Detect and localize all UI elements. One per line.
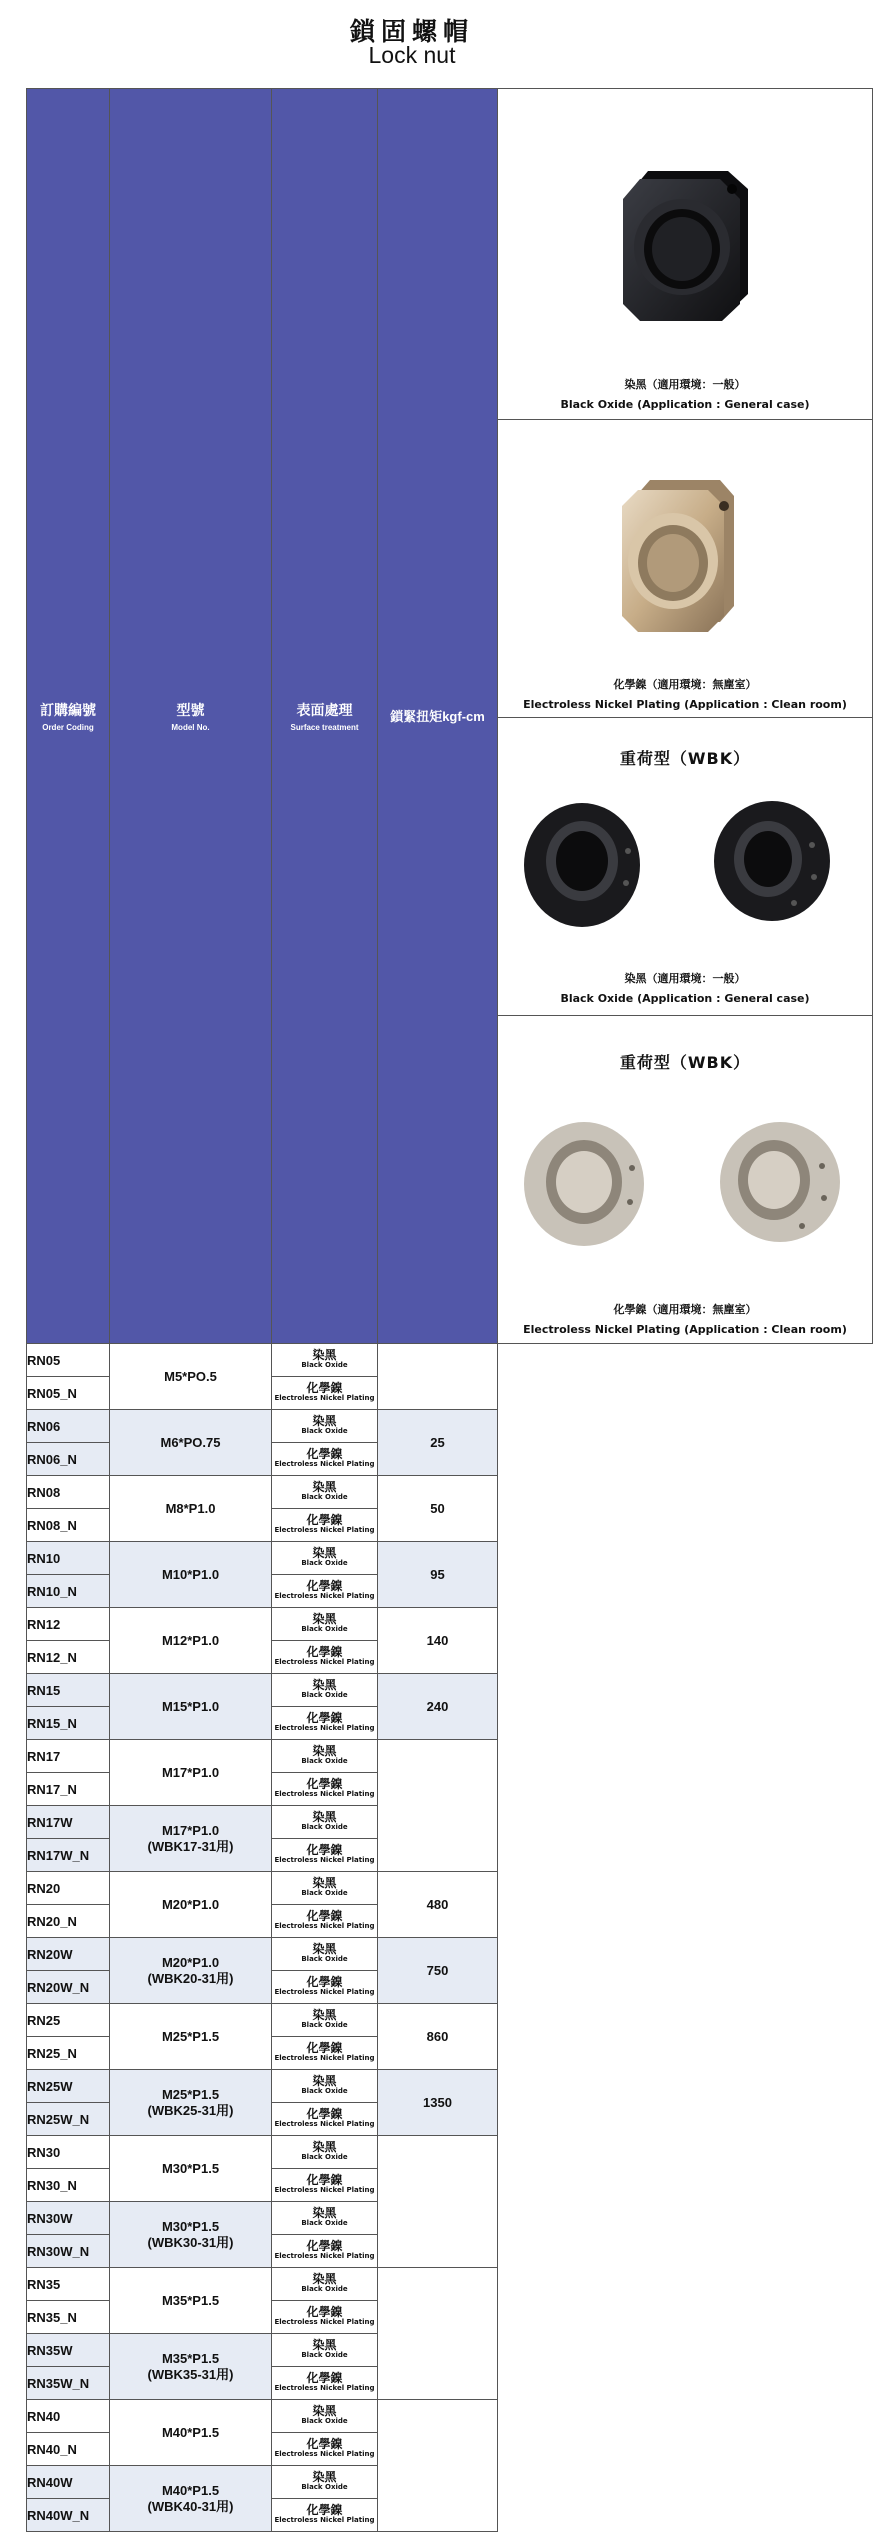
order-code-cell: RN05_N <box>27 1377 110 1410</box>
panel3-caption-en: Black Oxide (Application : General case) <box>560 992 810 1005</box>
model-number: M8*P1.0 <box>165 1500 216 1516</box>
order-code-cell: RN20W <box>27 1938 110 1971</box>
table-row <box>27 1476 873 1509</box>
surface-nickel: 化學鎳 Electroless Nickel Plating <box>272 2301 378 2334</box>
surface-nickel: 化學鎳 Electroless Nickel Plating <box>272 1641 378 1674</box>
surface-nickel: 化學鎳 Electroless Nickel Plating <box>272 2037 378 2070</box>
panel4-heading: 重荷型（WBK） <box>619 1053 751 1072</box>
order-code-cell: RN35W_N <box>27 2367 110 2400</box>
order-code-cell: RN40W <box>27 2466 110 2499</box>
order-code-cell: RN08_N <box>27 1509 110 1542</box>
model-cell <box>110 2268 272 2334</box>
table-row <box>27 1344 873 1377</box>
order-code-cell: RN10_N <box>27 1575 110 1608</box>
panel-nickel <box>498 420 872 718</box>
order-code-cell: RN25_N <box>27 2037 110 2070</box>
panel-heavy-black <box>498 718 872 1016</box>
order-code-cell: RN25W_N <box>27 2103 110 2136</box>
torque-cell: 140 <box>378 1608 498 1674</box>
table-row <box>27 2136 873 2169</box>
model-number: M12*P1.0 <box>161 1632 220 1648</box>
panel1-caption-zh: 染黑（適用環境：一般） <box>624 378 746 391</box>
model-number: M30*P1.5 <box>161 2160 220 2176</box>
table-row <box>27 1740 873 1773</box>
model-cell <box>110 2070 272 2136</box>
table-row <box>27 2070 873 2103</box>
model-number: M17*P1.0 <box>161 1822 220 1838</box>
surface-nickel: 化學鎳 Electroless Nickel Plating <box>272 2169 378 2202</box>
surface-black-oxide: 染黑 Black Oxide <box>272 1938 378 1971</box>
order-code-cell: RN30 <box>27 2136 110 2169</box>
model-cell <box>110 1476 272 1542</box>
model-number: M5*PO.5 <box>164 1368 217 1384</box>
surface-nickel: 化學鎳 Electroless Nickel Plating <box>272 1509 378 1542</box>
order-code-cell: RN05 <box>27 1344 110 1377</box>
order-code-cell: RN35W <box>27 2334 110 2367</box>
model-number: M30*P1.5 <box>161 2218 220 2234</box>
model-cell <box>110 2202 272 2268</box>
header-torque: 鎖緊扭矩kgf-cm <box>378 89 498 1344</box>
model-number: M15*P1.0 <box>161 1698 220 1714</box>
order-code-cell: RN30W <box>27 2202 110 2235</box>
model-number: M6*PO.75 <box>160 1434 221 1450</box>
surface-nickel: 化學鎳 Electroless Nickel Plating <box>272 2367 378 2400</box>
model-number: M17*P1.0 <box>161 1764 220 1780</box>
order-code-cell: RN17W_N <box>27 1839 110 1872</box>
surface-nickel: 化學鎳 Electroless Nickel Plating <box>272 1377 378 1410</box>
model-application: (WBK30-31用) <box>147 2234 234 2250</box>
table-row <box>27 2268 873 2301</box>
header-order-coding: 訂購編號 Order Coding <box>27 89 110 1344</box>
panel4-caption-zh: 化學鎳（適用環境：無塵室） <box>613 1303 757 1316</box>
surface-black-oxide: 染黑 Black Oxide <box>272 1410 378 1443</box>
torque-cell: 750 <box>378 1938 498 2004</box>
model-cell <box>110 1872 272 1938</box>
model-cell <box>110 1410 272 1476</box>
model-number: M35*P1.5 <box>161 2350 220 2366</box>
surface-black-oxide: 染黑 Black Oxide <box>272 2004 378 2037</box>
model-application: (WBK35-31用) <box>147 2366 234 2382</box>
order-code-cell: RN12 <box>27 1608 110 1641</box>
torque-cell <box>378 1344 498 1410</box>
lock-nut-spec-table <box>26 88 873 2532</box>
torque-cell <box>378 1740 498 1872</box>
round-lock-nut-nickel-image <box>498 1106 871 1256</box>
panel2-caption-en: Electroless Nickel Plating (Application : Clean room) <box>523 698 847 711</box>
order-code-cell: RN40 <box>27 2400 110 2433</box>
surface-black-oxide: 染黑 Black Oxide <box>272 1542 378 1575</box>
panel-black-oxide <box>498 89 872 420</box>
order-code-cell: RN15_N <box>27 1707 110 1740</box>
order-code-cell: RN25 <box>27 2004 110 2037</box>
panel3-caption-zh: 染黑（適用環境：一般） <box>624 972 746 985</box>
order-code-cell: RN40W_N <box>27 2499 110 2532</box>
surface-black-oxide: 染黑 Black Oxide <box>272 2136 378 2169</box>
torque-cell <box>378 2136 498 2268</box>
model-cell <box>110 1938 272 2004</box>
table-row <box>27 1674 873 1707</box>
model-cell <box>110 2466 272 2532</box>
model-cell <box>110 2334 272 2400</box>
surface-nickel: 化學鎳 Electroless Nickel Plating <box>272 1905 378 1938</box>
surface-nickel: 化學鎳 Electroless Nickel Plating <box>272 2499 378 2532</box>
torque-cell: 1350 <box>378 2070 498 2136</box>
surface-nickel: 化學鎳 Electroless Nickel Plating <box>272 1575 378 1608</box>
surface-black-oxide: 染黑 Black Oxide <box>272 2400 378 2433</box>
page-title-zh: 鎖固螺帽 <box>349 17 474 46</box>
model-cell <box>110 1608 272 1674</box>
model-application: (WBK20-31用) <box>147 1970 234 1986</box>
order-code-cell: RN20W_N <box>27 1971 110 2004</box>
surface-nickel: 化學鎳 Electroless Nickel Plating <box>272 2433 378 2466</box>
model-number: M40*P1.5 <box>161 2424 220 2440</box>
panel4-caption-en: Electroless Nickel Plating (Application : Clean room) <box>523 1323 847 1336</box>
order-code-cell: RN20_N <box>27 1905 110 1938</box>
surface-black-oxide: 染黑 Black Oxide <box>272 1674 378 1707</box>
torque-cell: 25 <box>378 1410 498 1476</box>
surface-black-oxide: 染黑 Black Oxide <box>272 1476 378 1509</box>
order-code-cell: RN06 <box>27 1410 110 1443</box>
order-code-cell: RN30_N <box>27 2169 110 2202</box>
square-lock-nut-nickel-image <box>498 420 871 660</box>
table-row <box>27 1608 873 1641</box>
surface-black-oxide: 染黑 Black Oxide <box>272 1872 378 1905</box>
model-cell <box>110 1344 272 1410</box>
surface-black-oxide: 染黑 Black Oxide <box>272 2334 378 2367</box>
surface-nickel: 化學鎳 Electroless Nickel Plating <box>272 2103 378 2136</box>
surface-black-oxide: 染黑 Black Oxide <box>272 2268 378 2301</box>
torque-cell: 860 <box>378 2004 498 2070</box>
surface-black-oxide: 染黑 Black Oxide <box>272 2070 378 2103</box>
torque-cell: 240 <box>378 1674 498 1740</box>
table-row <box>27 2004 873 2037</box>
torque-cell <box>378 2400 498 2532</box>
order-code-cell: RN35_N <box>27 2301 110 2334</box>
table-row <box>27 1410 873 1443</box>
model-number: M20*P1.0 <box>161 1954 220 1970</box>
surface-nickel: 化學鎳 Electroless Nickel Plating <box>272 1773 378 1806</box>
panel-heavy-nickel <box>498 1016 872 1343</box>
surface-nickel: 化學鎳 Electroless Nickel Plating <box>272 1707 378 1740</box>
torque-cell: 50 <box>378 1476 498 1542</box>
table-row <box>27 2400 873 2433</box>
order-code-cell: RN17_N <box>27 1773 110 1806</box>
surface-black-oxide: 染黑 Black Oxide <box>272 1608 378 1641</box>
model-application: (WBK17-31用) <box>147 1838 234 1854</box>
square-lock-nut-black-image <box>498 89 871 389</box>
order-code-cell: RN08 <box>27 1476 110 1509</box>
order-code-cell: RN06_N <box>27 1443 110 1476</box>
surface-nickel: 化學鎳 Electroless Nickel Plating <box>272 2235 378 2268</box>
panel1-caption-en: Black Oxide (Application : General case) <box>560 398 810 411</box>
model-cell <box>110 1806 272 1872</box>
surface-black-oxide: 染黑 Black Oxide <box>272 1344 378 1377</box>
header-surface-treatment: 表面處理 Surface treatment <box>272 89 378 1344</box>
torque-cell: 480 <box>378 1872 498 1938</box>
surface-nickel: 化學鎳 Electroless Nickel Plating <box>272 1839 378 1872</box>
surface-black-oxide: 染黑 Black Oxide <box>272 2466 378 2499</box>
order-code-cell: RN10 <box>27 1542 110 1575</box>
surface-black-oxide: 染黑 Black Oxide <box>272 1806 378 1839</box>
model-cell <box>110 2136 272 2202</box>
panel2-caption-zh: 化學鎳（適用環境：無塵室） <box>613 678 757 691</box>
model-cell <box>110 2004 272 2070</box>
model-number: M10*P1.0 <box>161 1566 220 1582</box>
panel3-heading: 重荷型（WBK） <box>619 749 751 768</box>
model-number: M40*P1.5 <box>161 2482 220 2498</box>
product-photos <box>498 89 873 1344</box>
order-code-cell: RN17W <box>27 1806 110 1839</box>
surface-nickel: 化學鎳 Electroless Nickel Plating <box>272 1971 378 2004</box>
torque-cell: 95 <box>378 1542 498 1608</box>
model-application: (WBK40-31用) <box>147 2498 234 2514</box>
model-cell <box>110 1542 272 1608</box>
model-number: M20*P1.0 <box>161 1896 220 1912</box>
round-lock-nut-black-image <box>498 793 871 943</box>
order-code-cell: RN20 <box>27 1872 110 1905</box>
table-row <box>27 1938 873 1971</box>
order-code-cell: RN30W_N <box>27 2235 110 2268</box>
torque-cell <box>378 2268 498 2400</box>
model-number: M25*P1.5 <box>161 2086 220 2102</box>
page-title-en: Lock nut <box>368 42 456 68</box>
order-code-cell: RN12_N <box>27 1641 110 1674</box>
surface-nickel: 化學鎳 Electroless Nickel Plating <box>272 1443 378 1476</box>
order-code-cell: RN35 <box>27 2268 110 2301</box>
table-row <box>27 1872 873 1905</box>
table-row <box>27 1542 873 1575</box>
order-code-cell: RN17 <box>27 1740 110 1773</box>
model-cell <box>110 1740 272 1806</box>
model-number: M25*P1.5 <box>161 2028 220 2044</box>
header-model-no: 型號 Model No. <box>110 89 272 1344</box>
order-code-cell: RN40_N <box>27 2433 110 2466</box>
model-application: (WBK25-31用) <box>147 2102 234 2118</box>
model-cell <box>110 2400 272 2466</box>
order-code-cell: RN15 <box>27 1674 110 1707</box>
order-code-cell: RN25W <box>27 2070 110 2103</box>
surface-black-oxide: 染黑 Black Oxide <box>272 2202 378 2235</box>
model-number: M35*P1.5 <box>161 2292 220 2308</box>
surface-black-oxide: 染黑 Black Oxide <box>272 1740 378 1773</box>
model-cell <box>110 1674 272 1740</box>
